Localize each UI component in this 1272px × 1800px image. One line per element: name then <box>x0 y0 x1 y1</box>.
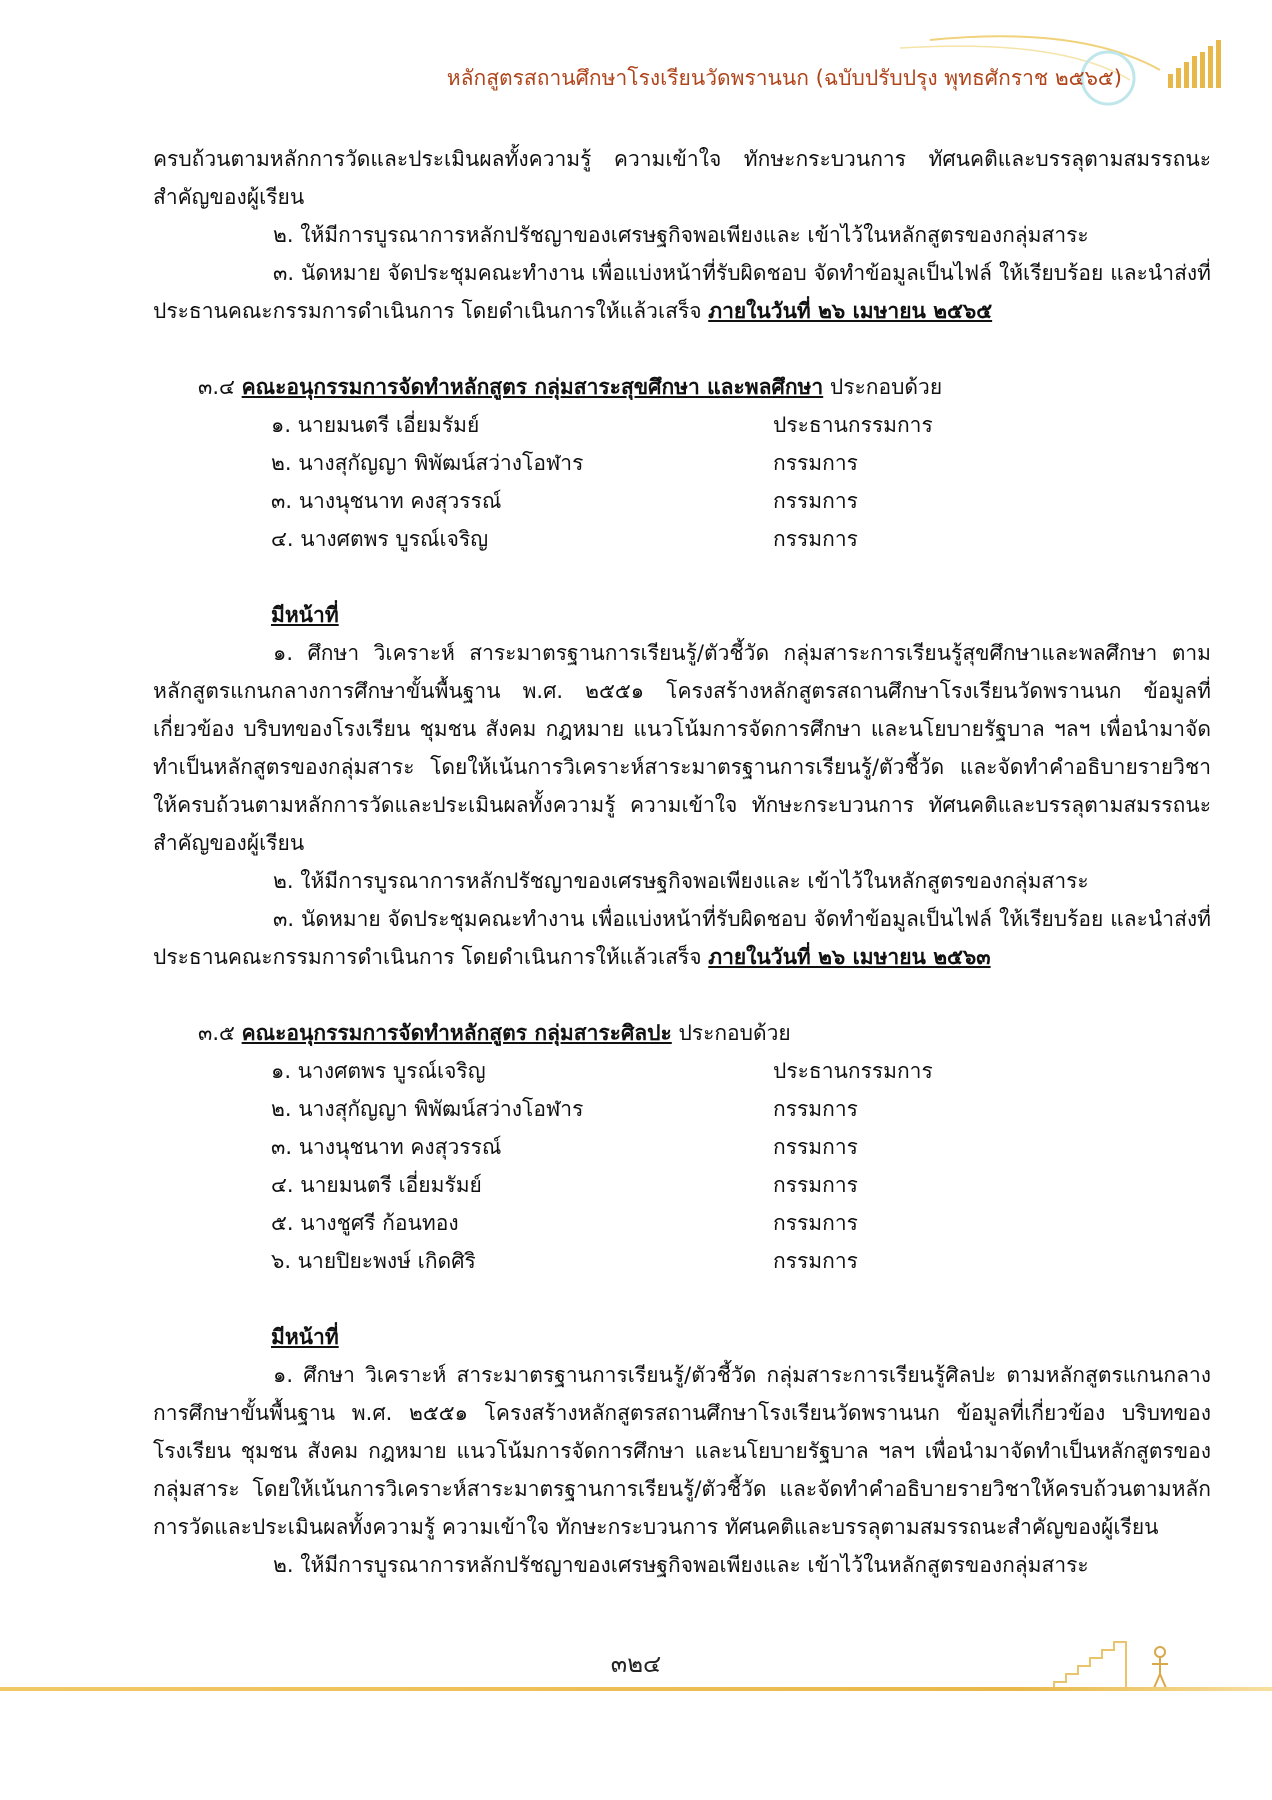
document-body <box>153 140 1211 1584</box>
section-3-5-suffix: ประกอบด้วย <box>678 1021 791 1045</box>
section-3-4-suffix: ประกอบด้วย <box>829 375 943 399</box>
intro-paragraph-3 <box>153 254 1211 330</box>
section-3-5-duty-title: มีหน้าที่ <box>271 1325 339 1349</box>
page-number: ๓๒๔ <box>610 1650 662 1678</box>
committee-member: ๑. นางศตพร บูรณ์เจริญ ประธานกรรมการ <box>271 1059 933 1083</box>
intro-paragraph-3-text: ๓. นัดหมาย จัดประชุมคณะทำงาน เพื่อแบ่งหน้าที่รับผิดชอบ จัดทำข้อมูลเป็นไฟล์ ให้เรียบร้อย และนำส่งที่ประธานคณะกรรมการดำเนินการ โดยดำเนินการให้แล้วเสร็จ <box>153 261 1211 323</box>
intro-paragraph-2: ๒. ให้มีการบูรณาการหลักปรัชญาของเศรษฐกิจพอเพียงและ เข้าไว้ในหลักสูตรของกลุ่มสาระ <box>273 223 1089 247</box>
committee-member: ๓. นางนุชนาท คงสุวรรณ์ กรรมการ <box>271 489 858 513</box>
committee-member: ๔. นางศตพร บูรณ์เจริญ กรรมการ <box>271 527 858 551</box>
committee-member: ๖. นายปิยะพงษ์ เกิดศิริ กรรมการ <box>271 1249 858 1273</box>
section-3-4-deadline: ภายในวันที่ ๒๖ เมษายน ๒๕๖๓ <box>708 945 991 969</box>
intro-paragraph-1: ครบถ้วนตามหลักการวัดและประเมินผลทั้งความรู้ ความเข้าใจ ทักษะกระบวนการ ทัศนคติและบรรลุตามสมรรถนะสำคัญของผู้เรียน <box>153 147 1211 209</box>
committee-member: ๔. นายมนตรี เอี่ยมรัมย์ กรรมการ <box>271 1173 858 1197</box>
section-3-4-duty-title: มีหน้าที่ <box>271 603 339 627</box>
section-3-4-title: คณะอนุกรรมการจัดทำหลักสูตร กลุ่มสาระสุขศึกษา และพลศึกษา <box>241 375 824 399</box>
section-3-5-duty-1: ๑. ศึกษา วิเคราะห์ สาระมาตรฐานการเรียนรู้/ตัวชี้วัด กลุ่มสาระการเรียนรู้ศิลปะ ตามหลักสูตรแกนกลางการศึกษาขั้นพื้นฐาน พ.ศ. ๒๕๕๑ โครงสร้างหลักสูตรสถานศึกษาโรงเรียนวัดพรานนก ข้อมูลที่เกี่ยวข้อง บริบทของโรงเรียน ชุมชน สังคม กฎหมาย แนวโน้มการจัดการศึกษา และนโยบายรัฐบาล ฯลฯ เพื่อนำมาจัดทำเป็นหลักสูตรของกลุ่มสาระ โดยให้เน้นการวิเคราะห์สาระมาตรฐานการเรียนรู้/ตัวชี้วัด และจัดทำคำอธิบายรายวิชาให้ครบถ้วนตามหลักการวัดและประเมินผลทั้งความรู้ ความเข้าใจ ทักษะกระบวนการ ทัศนคติและบรรลุตามสมรรถนะสำคัญของผู้เรียน <box>153 1363 1211 1539</box>
section-3-5-title: คณะอนุกรรมการจัดทำหลักสูตร กลุ่มสาระศิลปะ <box>241 1021 672 1045</box>
committee-member: ๓. นางนุชนาท คงสุวรรณ์ กรรมการ <box>271 1135 858 1159</box>
section-3-4-duty-3-text: ๓. นัดหมาย จัดประชุมคณะทำงาน เพื่อแบ่งหน้าที่รับผิดชอบ จัดทำข้อมูลเป็นไฟล์ ให้เรียบร้อย และนำส่งที่ประธานคณะกรรมการดำเนินการ โดยดำเนินการให้แล้วเสร็จ <box>153 907 1211 969</box>
committee-member: ๕. นางชูศรี ก้อนทอง กรรมการ <box>271 1211 858 1235</box>
committee-member: ๒. นางสุกัญญา พิพัฒน์สว่างโอฬาร กรรมการ <box>271 1097 858 1121</box>
section-3-4-duty-1: ๑. ศึกษา วิเคราะห์ สาระมาตรฐานการเรียนรู้/ตัวชี้วัด กลุ่มสาระการเรียนรู้สุขศึกษาและพลศึกษา ตามหลักสูตรแกนกลางการศึกษาขั้นพื้นฐาน พ.ศ. ๒๕๕๑ โครงสร้างหลักสูตรสถานศึกษาโรงเรียนวัดพรานนก ข้อมูลที่เกี่ยวข้อง บริบทของโรงเรียน ชุมชน สังคม กฎหมาย แนวโน้มการจัดการศึกษา และนโยบายรัฐบาล ฯลฯ เพื่อนำมาจัดทำเป็นหลักสูตรของกลุ่มสาระ โดยให้เน้นการวิเคราะห์สาระมาตรฐานการเรียนรู้/ตัวชี้วัด และจัดทำคำอธิบายรายวิชาให้ครบถ้วนตามหลักการวัดและประเมินผลทั้งความรู้ ความเข้าใจ ทักษะกระบวนการ ทัศนคติและบรรลุตามสมรรถนะสำคัญของผู้เรียน <box>153 641 1211 855</box>
section-3-4-number: ๓.๔ <box>198 375 235 399</box>
section-3-4-duty-2: ๒. ให้มีการบูรณาการหลักปรัชญาของเศรษฐกิจพอเพียงและ เข้าไว้ในหลักสูตรของกลุ่มสาระ <box>273 869 1089 893</box>
section-3-4-heading <box>153 368 1211 406</box>
section-3-5-heading <box>153 1014 1211 1052</box>
footer-divider <box>0 1686 1272 1692</box>
intro-deadline: ภายในวันที่ ๒๖ เมษายน ๒๕๖๕ <box>708 299 993 323</box>
section-3-4-duty-3 <box>153 900 1211 976</box>
stairs-icon <box>1052 1632 1182 1692</box>
committee-member: ๑. นายมนตรี เอี่ยมรัมย์ ประธานกรรมการ <box>271 413 933 437</box>
committee-member: ๒. นางสุกัญญา พิพัฒน์สว่างโอฬาร กรรมการ <box>271 451 858 475</box>
section-3-5-number: ๓.๕ <box>198 1021 235 1045</box>
section-3-5-duty-2: ๒. ให้มีการบูรณาการหลักปรัชญาของเศรษฐกิจพอเพียงและ เข้าไว้ในหลักสูตรของกลุ่มสาระ <box>273 1553 1089 1577</box>
header-title: หลักสูตรสถานศึกษาโรงเรียนวัดพรานนก (ฉบับปรับปรุง พุทธศักราช ๒๕๖๕) <box>446 66 1122 90</box>
